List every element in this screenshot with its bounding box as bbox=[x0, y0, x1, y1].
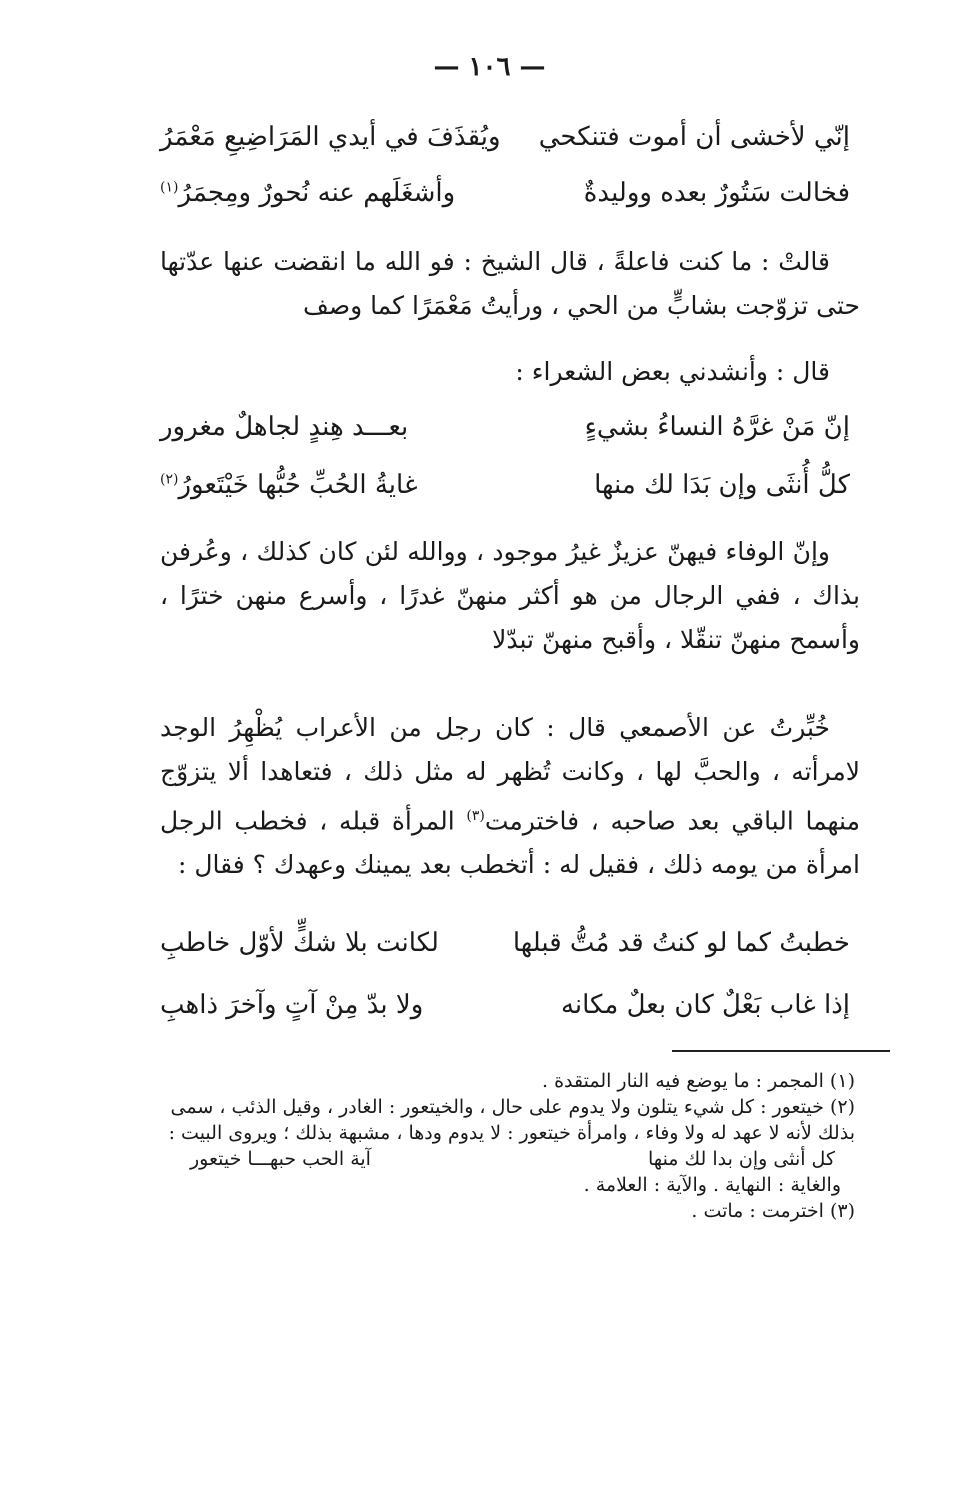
paragraph-text: قالتْ : ما كنت فاعلةً ، قال الشيخ : فو الله ما انقضت عنها عدّتها حتى تزوّجت بشابٍّ من الحي ، ورأيتُ مَعْمَرًا كما وصف bbox=[160, 247, 860, 320]
footnote-verse-second: آية الحب حبهـــا خيتعور bbox=[190, 1148, 371, 1170]
paragraph-1 bbox=[160, 240, 860, 328]
footnote-verse-first: كل أنثى وإن بدا لك منها bbox=[648, 1148, 835, 1170]
verse-second-hemistich: ولا بدّ مِنْ آتٍ وآخرَ ذاهبِ bbox=[160, 990, 424, 1020]
verse-first-hemistich: فخالت سَتُورٌ بعده ووليدةٌ bbox=[583, 178, 850, 208]
verse-line bbox=[160, 470, 850, 514]
verse-second-text: غايةُ الحُبِّ حُبُّها خَيْتَعورُ bbox=[178, 470, 418, 500]
verse-first-hemistich: خطبتُ كما لو كنتُ قد مُتُّ قبلها bbox=[512, 928, 850, 958]
verse-second-hemistich: ويُقذَفَ في أيدي المَرَاضِيعِ مَعْمَرُ bbox=[160, 122, 501, 152]
verse-line bbox=[160, 122, 850, 166]
verse-second-hemistich bbox=[160, 178, 455, 208]
paragraph-3 bbox=[160, 530, 860, 662]
verse-first-hemistich: إنّ مَنْ غرَّهُ النساءُ بشيءٍ bbox=[584, 412, 850, 442]
verse-line bbox=[160, 412, 850, 456]
verse-first-hemistich: إذا غاب بَعْلٌ كان بعلٌ مكانه bbox=[560, 990, 850, 1020]
paragraph-4 bbox=[160, 706, 860, 887]
paragraph-text: قال : وأنشدني بعض الشعراء : bbox=[515, 357, 830, 386]
footnote-2: (٢) خيتعور : كل شيء يتلون ولا يدوم على حال ، والخيتعور : الغادر ، وقيل الذئب ، سمى بذلك لأنه لا عهد له ولا وفاء ، وامرأة خيتعور : لا يدوم ودها ، مشبهة بذلك ؛ ويروى البيت : bbox=[168, 1096, 855, 1144]
verse-second-hemistich: بعـــد هِندٍ لجاهلٌ مغرور bbox=[160, 412, 409, 442]
page-number: — ١٠٦ — bbox=[433, 52, 546, 82]
footnote-marker: (٢) bbox=[160, 471, 179, 488]
paragraph-text bbox=[160, 706, 860, 887]
footnote-1: (١) المجمر : ما يوضع فيه النار المتقدة . bbox=[541, 1070, 855, 1092]
verse-second-hemistich: لكانت بلا شكٍّ لأوّل خاطبِ bbox=[160, 928, 439, 958]
footnote-2-tail: والغاية : النهاية . والآية : العلامة . bbox=[583, 1174, 841, 1196]
verse-line bbox=[160, 178, 850, 222]
verse-line bbox=[160, 928, 850, 972]
verse-first-hemistich: إنّي لأخشى أن أموت فتنكحي bbox=[538, 122, 850, 152]
footnote-verse bbox=[160, 1146, 835, 1172]
footnote-marker: (١) bbox=[160, 179, 179, 196]
verse-line bbox=[160, 990, 850, 1034]
paragraph-text-part: خُبِّرتُ عن الأصمعي قال : كان رجل من الأعراب يُظْهِرُ الوجد لامرأته ، والحبَّ لها ، وكانت تُظهر له مثل ذلك ، فتعاهدا ألا يتزوّج منهما الباقي بعد صاحبه ، فاخترمت bbox=[160, 713, 860, 836]
paragraph-2 bbox=[160, 350, 860, 394]
footnotes bbox=[160, 1068, 855, 1224]
verse-second-hemistich bbox=[160, 470, 418, 500]
paragraph-text: وإنّ الوفاء فيهنّ عزيزٌ غيرُ موجود ، ووالله لئن كان كذلك ، وعُرفن بذاك ، ففي الرجال من هو أكثر منهنّ غدرًا ، وأسرع منهن خترًا ، وأسمح منهنّ تنقّلا ، وأقبح منهنّ تبدّلا bbox=[160, 537, 860, 654]
footnote-marker: (٣) bbox=[466, 808, 485, 824]
verse-first-hemistich: كلُّ أُنثَى وإن بَدَا لك منها bbox=[594, 470, 850, 500]
footnote-3: (٣) اخترمت : ماتت . bbox=[691, 1200, 855, 1222]
footnote-divider bbox=[672, 1050, 890, 1052]
paragraph-text-part: المرأة قبله ، فخطب الرجل امرأة من يومه ذلك ، فقيل له : أتخطب بعد يمينك وعهدك ؟ فقال : bbox=[160, 806, 860, 880]
verse-second-text: وأشغَلَهم عنه نُحورٌ ومِجمَرُ bbox=[178, 178, 456, 208]
